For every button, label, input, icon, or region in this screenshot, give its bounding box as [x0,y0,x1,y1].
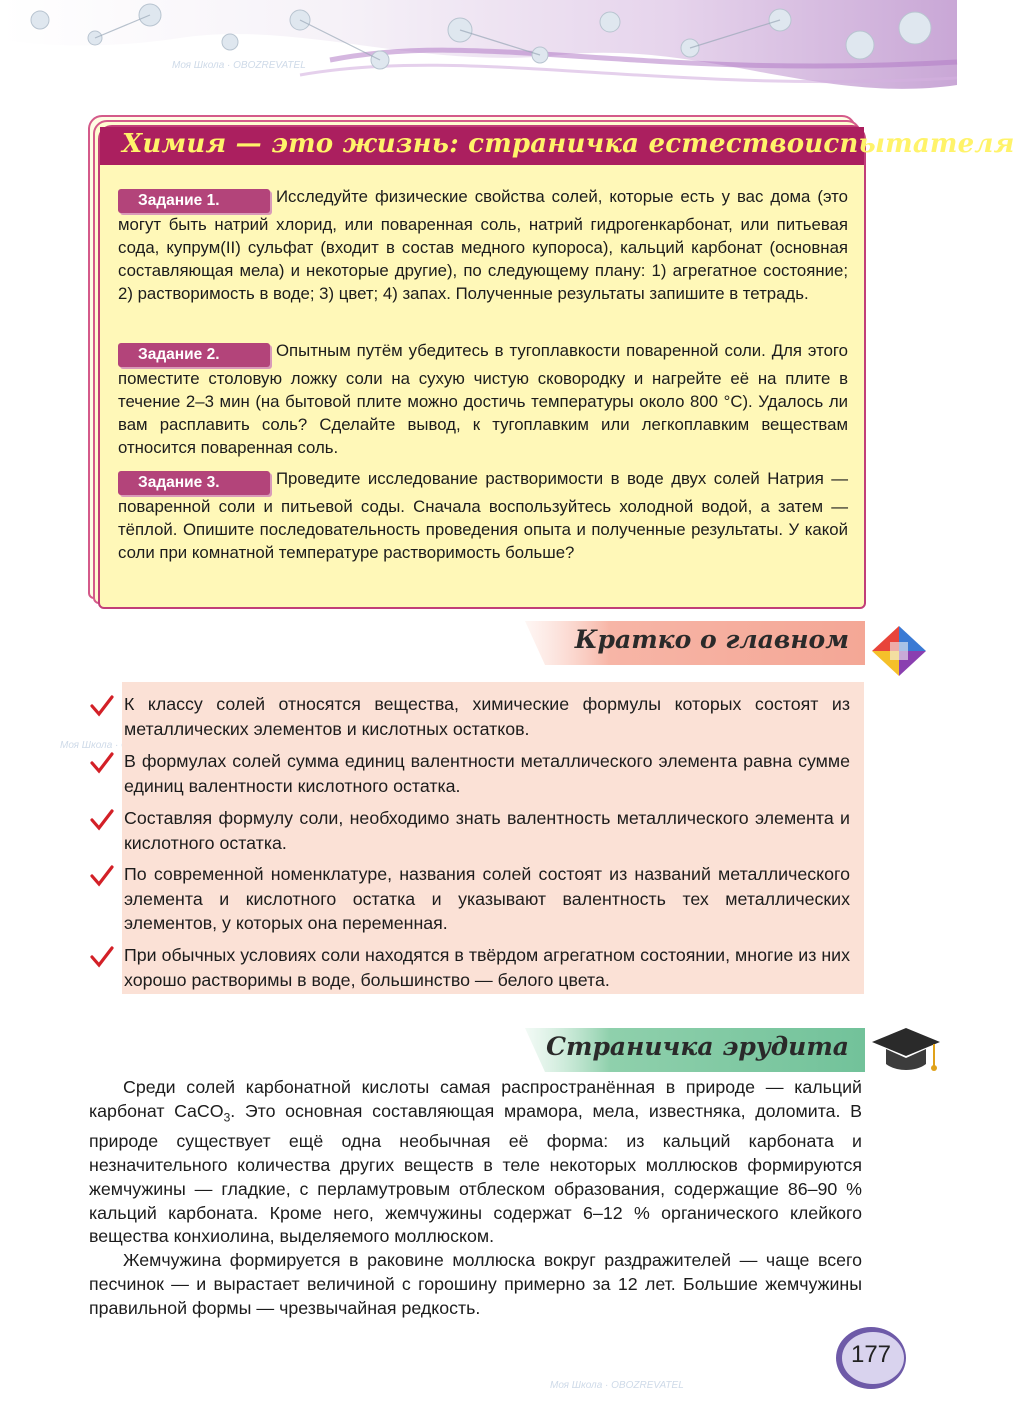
check-icon [90,808,114,832]
erudite-title: Страничка эрудита [546,1032,849,1061]
task-1-badge: Задание 1. [118,189,270,213]
page-number: 177 [850,1341,892,1368]
watermark: Моя Школа · OBOZREVATEL [550,1380,684,1391]
header-decoration [0,0,957,110]
naturalist-title: Химия — это жизнь: страничка естествоиспытателя [122,129,1015,159]
erudite-ribbon [525,1028,865,1072]
check-icon [90,945,114,969]
graduation-cap-icon [870,1022,942,1078]
check-icon [90,864,114,888]
task-2-badge: Задание 2. [118,343,270,367]
summary-item: Составляя формулу соли, необходимо знать валентность металлического элемента и кислотного остатка. [124,806,850,855]
naturalist-title-bar [100,127,1015,165]
check-icon [90,694,114,718]
task-3-text: Проведите исследование растворимости в воде двух солей Натрия — поваренной соли и питьевой соды. Сначала воспользуйтесь холодной водой, а затем — тёплой. Опишите последовательность проведения опыта и полученные результаты. У какой соли при комнатной температуре растворимость больше? [118,469,848,562]
summary-item: По современной номенклатуре, названия солей состоят из названий металлического элемента и кислотного остатка и указывают валентность тех металлических элементов, у которых она переменная. [124,862,850,936]
summary-ribbon [525,621,865,665]
task-2 [118,339,848,459]
watermark: Моя Школа · [60,740,122,751]
task-1 [118,185,848,305]
erudite-paragraph-1: Среди солей карбонатной кислоты самая распространённая в природе — кальций карбонат CaCO$_3$. Это основная составляющая мрамора, мела, известняка, доломита. В природе существует ещё одна необычная её форма: из кальций карбоната и незначительного количества других веществ в теле некоторых моллюсков формируются жемчужины — гладкие, с перламутровым отблеском образования, содержащие 86–90 % кальций карбоната. Кроме него, жемчужины содержат 6–12 % органического клейкого вещества конхиолина, выделяемого моллюском. [89,1077,862,1247]
summary-item: В формулах солей сумма единиц валентности металлического элемента равна сумме единиц валентности кислотного остатка. [124,749,850,798]
watermark: Моя Школа · OBOZREVATEL [172,60,306,71]
erudite-text [89,1076,862,1321]
task-3-badge: Задание 3. [118,471,270,495]
task-3 [118,467,848,564]
summary-item: При обычных условиях соли находятся в твёрдом агрегатном состоянии, многие из них хорошо растворимы в воде, большинство — белого цвета. [124,943,850,992]
diamond-icon [870,624,928,678]
task-2-text: Опытным путём убедитесь в тугоплавкости поваренной соли. Для этого поместите столовую ложку соли на сухую чистую сковородку и нагрейте её на плите в течение 2–3 мин (на бытовой плите можно достичь температуры около 800 °C). Удалось ли вам расплавить соль? Сделайте вывод, к тугоплавким или легкоплавким веществам относится поваренная соль. [118,341,848,457]
check-icon [90,751,114,775]
naturalist-panel [98,125,1015,609]
summary-title: Кратко о главном [574,625,849,654]
task-1-text: Исследуйте физические свойства солей, которые есть у вас дома (это могут быть натрий хлорид, или поваренная соль, натрий гидрогенкарбонат, или питьевая сода, купрум(II) сульфат (входит в состав медного купороса), кальций карбонат (основная составляющая мела) и некоторые другие), по следующему плану: 1) агрегатное состояние; 2) растворимость в воде; 3) цвет; 4) запах. Полученные результаты запишите в тетрадь. [118,187,848,303]
erudite-paragraph-2: Жемчужина формируется в раковине моллюска вокруг раздражителей — чаще всего песчинок — и вырастает величиной с горошину примерно за 12 лет. Большие жемчужины правильной формы — чрезвычайная редкость. [89,1250,862,1318]
naturalist-box [88,115,1015,607]
summary-item: К классу солей относятся вещества, химические формулы которых состоят из металлических элементов и кислотных остатков. [124,692,850,741]
